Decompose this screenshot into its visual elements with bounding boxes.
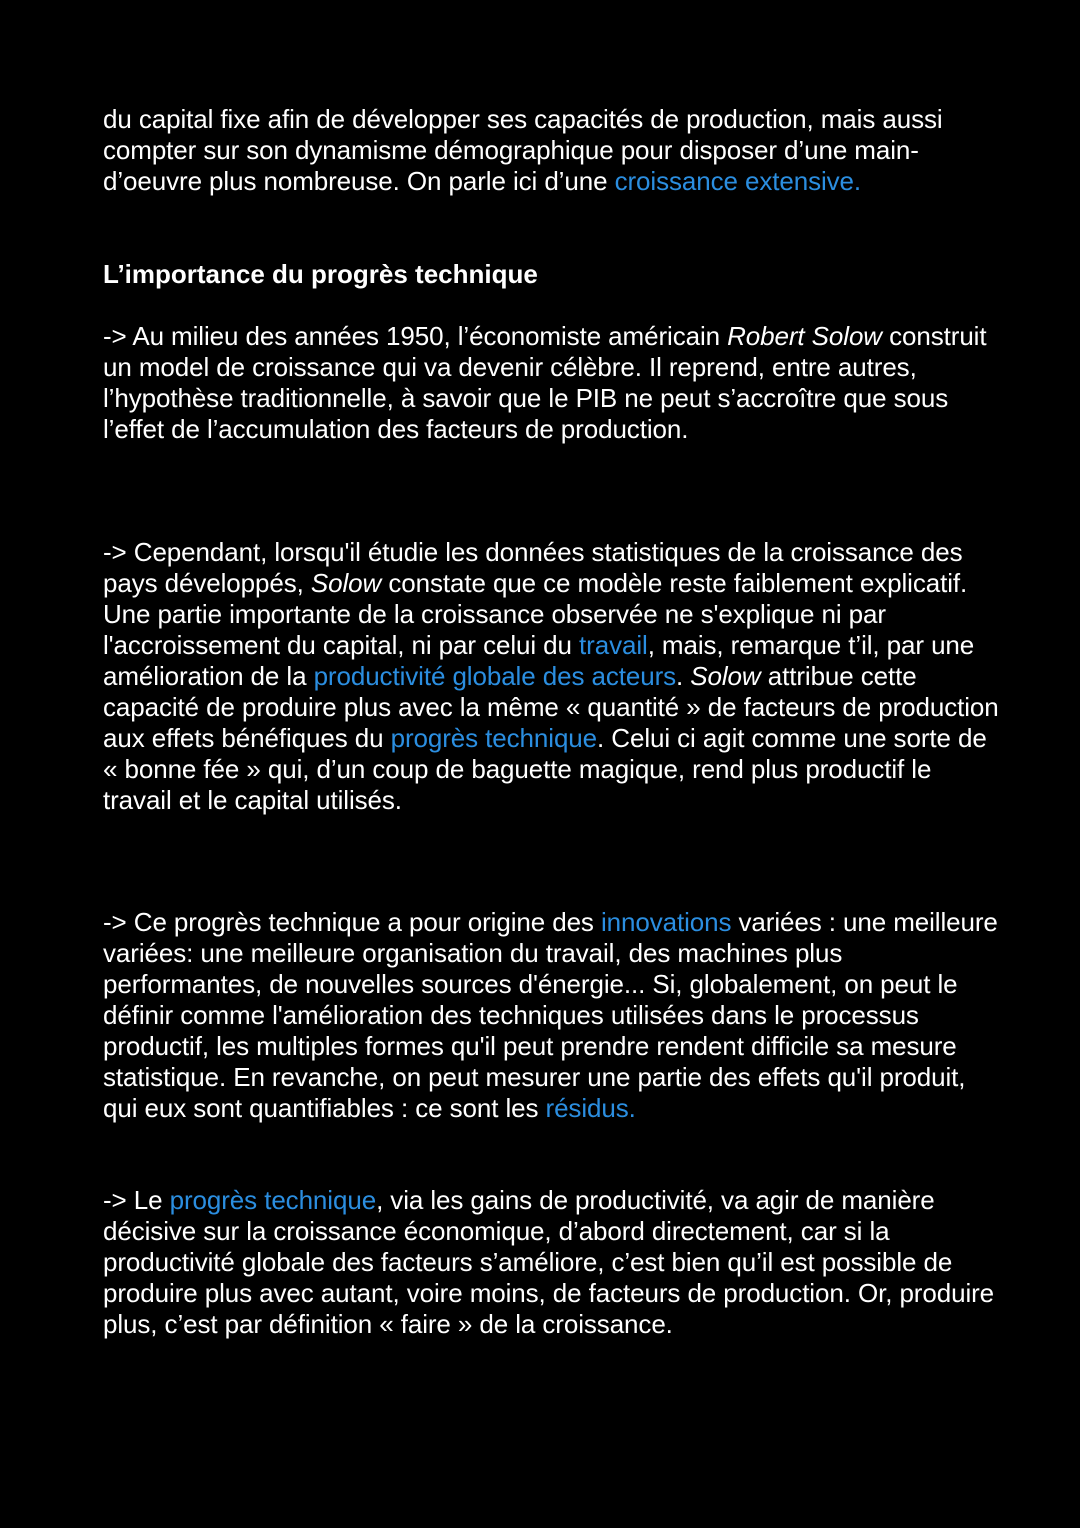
paragraph-text: -> Ce progrès technique a pour origine des	[103, 907, 601, 937]
paragraph-text: -> Cependant, lorsqu'il étudie les données statistiques de la croissance des pays développés,	[103, 537, 963, 598]
paragraph-text: -> Au milieu des années 1950, l’économiste américain	[103, 321, 728, 351]
term-productivite-globale: productivité globale des acteurs	[313, 661, 677, 691]
paragraph-text: , mais, remarque t’il, par une amélioration de la	[103, 630, 975, 691]
term-travail: travail	[579, 630, 648, 660]
name-solow: Solow	[310, 568, 382, 598]
paragraph-growth-effect	[103, 1185, 1003, 1340]
name-robert-solow: Robert Solow	[727, 321, 882, 351]
term-innovations: innovations	[600, 907, 732, 937]
term-croissance-extensive: croissance extensive.	[614, 166, 862, 196]
paragraph-text: constate que ce modèle reste faiblement explicatif. Une partie importante de la croissance observée ne s'explique ni par l'accroissement du capital, ni par celui du	[103, 568, 968, 660]
paragraph-text: .	[676, 661, 691, 691]
term-residus: résidus.	[545, 1093, 636, 1123]
section-title: L’importance du progrès technique	[103, 259, 538, 289]
name-solow: Solow	[690, 661, 761, 691]
term-progres-technique: progrès technique	[169, 1185, 377, 1215]
term-progres-technique: progrès technique	[390, 723, 598, 753]
paragraph-text: . Celui ci agit comme une sorte de « bonne fée » qui, d’un coup de baguette magique, rend plus productif le travail et le capital utilisés.	[103, 723, 987, 815]
paragraph-solow-model	[103, 321, 1003, 445]
paragraph-text: , via les gains de productivité, va agir de manière décisive sur la croissance économique, d’abord directement, car si la productivité globale des facteurs s’améliore, c’est bien qu’il est possible de produire plus avec autant, voire moins, de facteurs de production. Or, produire plus, c’est par définition « faire » de la croissance.	[103, 1185, 995, 1339]
intro-paragraph	[103, 104, 1003, 197]
paragraph-text: attribue cette capacité de produire plus avec la même « quantité » de facteurs de production aux effets bénéfiques du	[103, 661, 999, 753]
paragraph-text: variées : une meilleure variées: une meilleure organisation du travail, des machines plus performantes, de nouvelles sources d'énergie... Si, globalement, on peut le définir comme l'amélioration des techniques utilisées dans le processus productif, les multiples formes qu'il peut prendre rendent difficile sa mesure statistique. En revanche, on peut mesurer une partie des effets qu'il produit, qui eux sont quantifiables : ce sont les	[103, 907, 998, 1123]
intro-text: du capital fixe afin de développer ses capacités de production, mais aussi compter sur son dynamisme démographique pour disposer d’une main-d’oeuvre plus nombreuse. On parle ici d’une	[103, 104, 943, 196]
paragraph-text: construit un model de croissance qui va devenir célèbre. Il reprend, entre autres, l’hypothèse traditionnelle, à savoir que le PIB ne peut s’accroître que sous l’effet de l’accumulation des facteurs de production.	[103, 321, 987, 444]
paragraph-solow-observation	[103, 537, 1003, 816]
paragraph-innovations	[103, 907, 1003, 1124]
paragraph-text: -> Le	[103, 1185, 170, 1215]
